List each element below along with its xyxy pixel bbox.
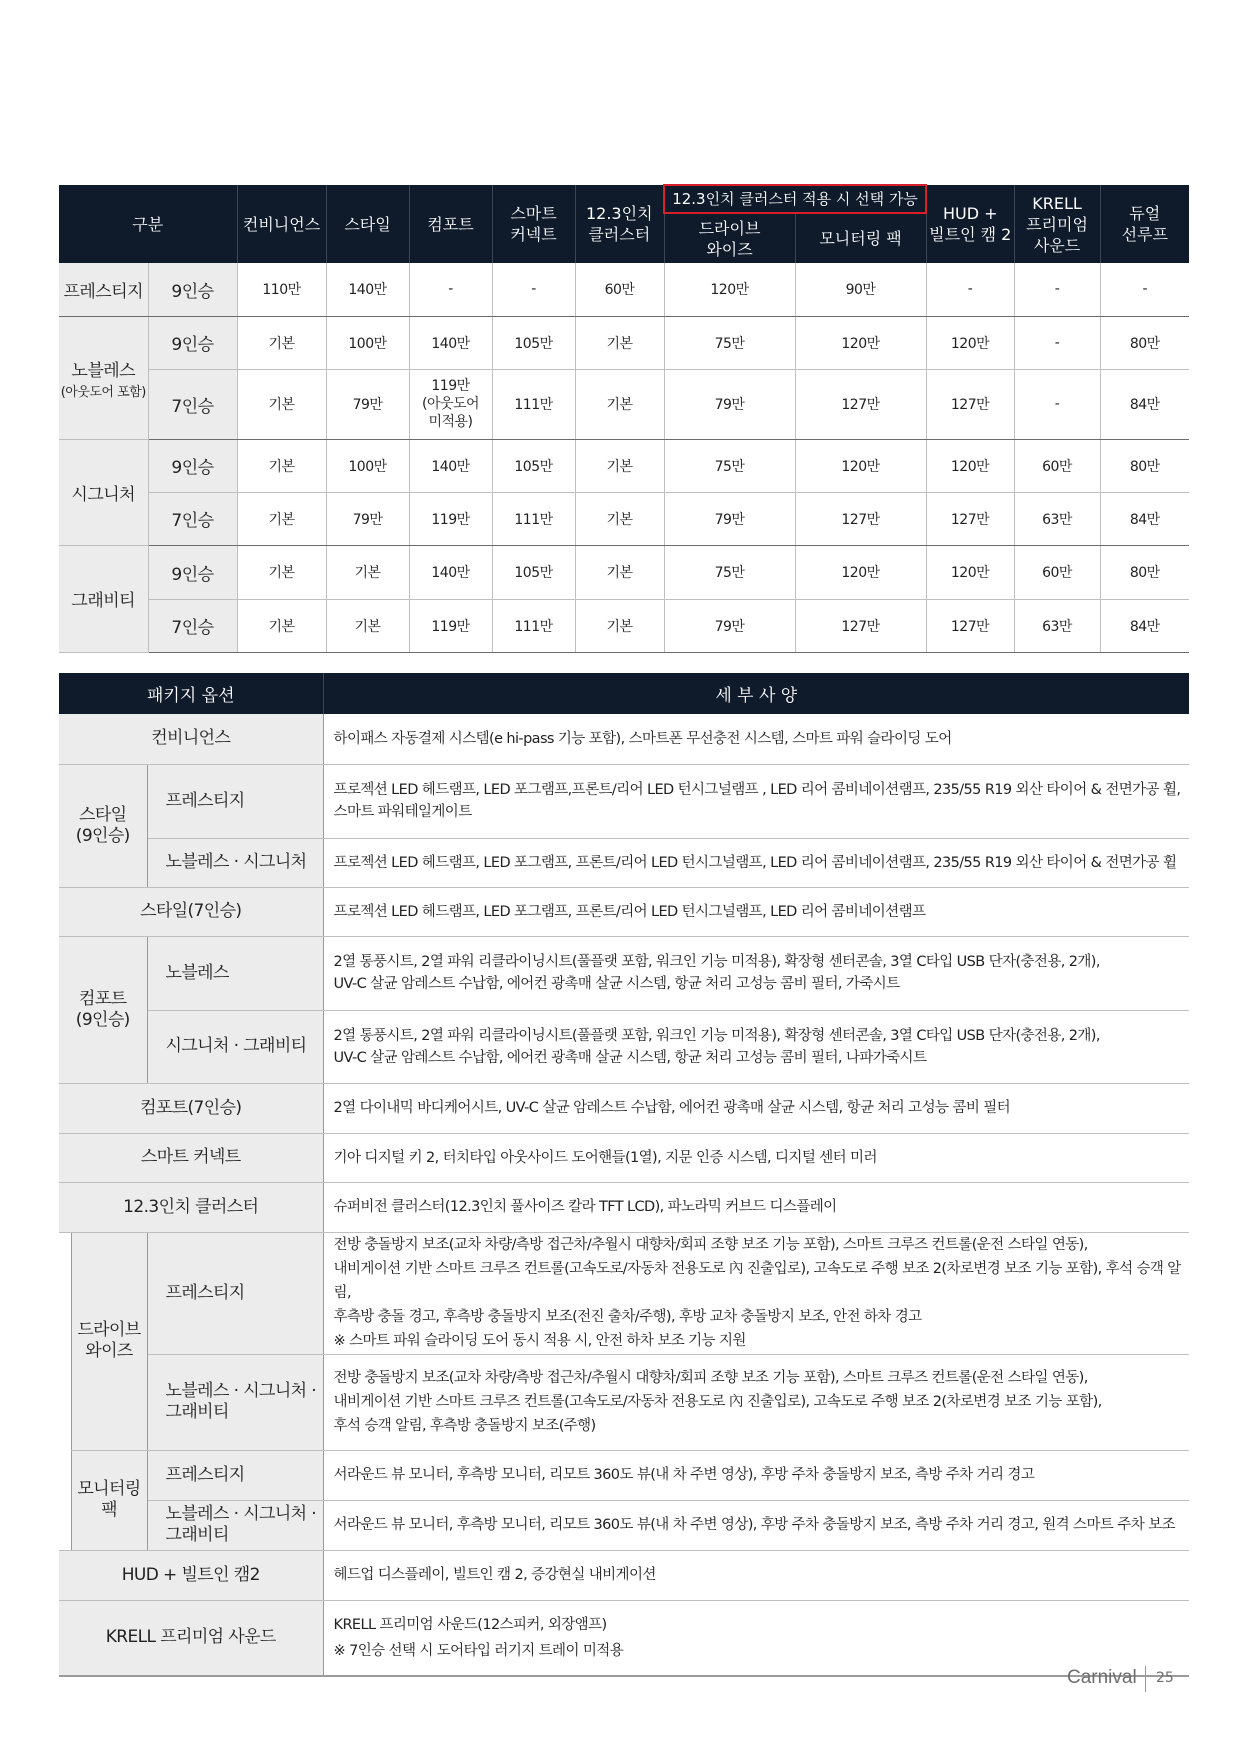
price-cell: 79만	[326, 369, 409, 439]
page-number: 25	[1156, 1670, 1174, 1686]
price-cell: 105만	[492, 316, 575, 369]
pkg-sublabel-nsg: 노블레스 · 시그니처 · 그래비티	[147, 1500, 323, 1550]
seats-label: 9인승	[148, 545, 237, 599]
header-comfort: 컴포트	[409, 185, 492, 263]
header-package-option: 패키지 옵션	[59, 673, 323, 714]
trim-noblesse: 노블레스 (아웃도어 포함)	[59, 316, 148, 439]
header-krell: KRELL 프리미엄 사운드	[1014, 185, 1100, 263]
price-cell: 100만	[326, 316, 409, 369]
pkg-sublabel-noblesse: 노블레스	[147, 936, 323, 1010]
price-cell: 63만	[1014, 599, 1100, 652]
price-cell: 기본	[575, 492, 664, 545]
price-cell: 100만	[326, 439, 409, 492]
price-cell: 127만	[926, 369, 1014, 439]
pkg-label-krell: KRELL 프리미엄 사운드	[59, 1600, 323, 1676]
trim-gravity: 그래비티	[59, 545, 148, 652]
price-cell: 기본	[237, 439, 326, 492]
price-cell: 60만	[1014, 439, 1100, 492]
pkg-desc-monitoring-prestige: 서라운드 뷰 모니터, 후측방 모니터, 리모트 360도 뷰(내 차 주변 영상), 후방 주차 충돌방지 보조, 측방 주차 거리 경고	[323, 1450, 1189, 1500]
price-cell: -	[926, 263, 1014, 316]
pkg-desc-krell: KRELL 프리미엄 사운드(12스피커, 외장앰프) ※ 7인승 선택 시 도어타입 러기지 트레이 미적용	[323, 1600, 1189, 1676]
pkg-sublabel-signature-gravity: 시그니처 · 그래비티	[147, 1010, 323, 1083]
header-cluster: 12.3인치 클러스터	[575, 185, 664, 263]
price-cell: -	[409, 263, 492, 316]
price-cell: 75만	[664, 316, 795, 369]
price-cell: 111만	[492, 492, 575, 545]
price-cell: 140만	[409, 545, 492, 599]
price-cell: -	[492, 263, 575, 316]
header-monitoring: 모니터링 팩	[795, 213, 926, 263]
price-cell: 기본	[575, 316, 664, 369]
pkg-desc-drive-wise-prestige: 전방 충돌방지 보조(교차 차량/측방 접근차/추월시 대향차/회피 조향 보조 기능 포함), 스마트 크루즈 컨트롤(운전 스타일 연동), 내비게이션 기반 스마트 크루즈 컨트롤(고속도로/자동차 전용도로 內 진출입로), 고속도로 주행 보조 2(차로변경 보조 기능 포함), 후석 승객 알림, 후측방 충돌 경고, 후측방 충돌방지 보조(전진 출차/주행), 후방 교차 충돌방지 보조, 안전 하차 경고 ※ 스마트 파워 슬라이딩 도어 동시 적용 시, 안전 하차 보조 기능 지원	[323, 1232, 1189, 1354]
price-cell: 120만	[926, 545, 1014, 599]
seats-label: 7인승	[148, 599, 237, 652]
price-cell: 127만	[926, 492, 1014, 545]
price-cell: 90만	[795, 263, 926, 316]
price-cell: -	[1014, 316, 1100, 369]
pkg-sublabel-prestige: 프레스티지	[147, 1450, 323, 1500]
header-style: 스타일	[326, 185, 409, 263]
price-cell: 60만	[575, 263, 664, 316]
pkg-desc-convenience: 하이패스 자동결제 시스템(e hi-pass 기능 포함), 스마트폰 무선충전 시스템, 스마트 파워 슬라이딩 도어	[323, 714, 1189, 764]
price-cell: 127만	[795, 369, 926, 439]
price-cell: 기본	[575, 599, 664, 652]
group-indent-bar	[59, 1232, 71, 1550]
price-cell: -	[1014, 369, 1100, 439]
footer-divider	[1145, 1666, 1146, 1692]
seats-label: 9인승	[148, 439, 237, 492]
price-cell: 120만	[664, 263, 795, 316]
price-cell: 140만	[326, 263, 409, 316]
price-cell: 63만	[1014, 492, 1100, 545]
pkg-desc-monitoring-nsg: 서라운드 뷰 모니터, 후측방 모니터, 리모트 360도 뷰(내 차 주변 영상), 후방 주차 충돌방지 보조, 측방 주차 거리 경고, 원격 스마트 주차 보조	[323, 1500, 1189, 1550]
pkg-sublabel-noblesse-signature: 노블레스 · 시그니처	[147, 838, 323, 887]
header-drive-wise: 드라이브 와이즈	[664, 213, 795, 263]
header-hud: HUD + 빌트인 캠 2	[926, 185, 1014, 263]
price-cell: 120만	[795, 439, 926, 492]
price-cell: 80만	[1100, 439, 1189, 492]
pkg-desc-cluster: 슈퍼비전 클러스터(12.3인치 풀사이즈 칼라 TFT LCD), 파노라믹 커브드 디스플레이	[323, 1182, 1189, 1232]
price-cell: 140만	[409, 439, 492, 492]
price-cell: 기본	[237, 545, 326, 599]
pkg-label-convenience: 컨비니언스	[59, 714, 323, 764]
price-cell: 60만	[1014, 545, 1100, 599]
seats-label: 9인승	[148, 263, 237, 316]
pkg-label-comfort9: 컴포트 (9인승)	[59, 936, 147, 1083]
price-cell: 127만	[926, 599, 1014, 652]
price-cell: 84만	[1100, 369, 1189, 439]
pkg-desc-drive-wise-nsg: 전방 충돌방지 보조(교차 차량/측방 접근차/추월시 대향차/회피 조향 보조 기능 포함), 스마트 크루즈 컨트롤(운전 스타일 연동), 내비게이션 기반 스마트 크루즈 컨트롤(고속도로/자동차 전용도로 內 진출입로), 고속도로 주행 보조 2(차로변경 보조 기능 포함), 후석 승객 알림, 후측방 충돌방지 보조(주행)	[323, 1354, 1189, 1450]
header-convenience: 컨비니언스	[237, 185, 326, 263]
price-cell: 120만	[926, 439, 1014, 492]
pkg-sublabel-prestige: 프레스티지	[147, 1232, 323, 1354]
price-cell: 111만	[492, 369, 575, 439]
price-cell: 기본	[237, 599, 326, 652]
trim-prestige: 프레스티지	[59, 263, 148, 316]
price-cell: 110만	[237, 263, 326, 316]
pkg-label-comfort7: 컴포트(7인승)	[59, 1083, 323, 1133]
pkg-sublabel-prestige: 프레스티지	[147, 764, 323, 838]
price-cell: 80만	[1100, 545, 1189, 599]
price-cell: 79만	[326, 492, 409, 545]
price-cell: 기본	[575, 545, 664, 599]
seats-label: 7인승	[148, 369, 237, 439]
price-cell: 119만	[409, 492, 492, 545]
price-cell: 127만	[795, 492, 926, 545]
price-cell: 75만	[664, 545, 795, 599]
pkg-label-monitoring: 모니터링 팩	[71, 1450, 147, 1550]
pkg-label-style9: 스타일 (9인승)	[59, 764, 147, 887]
seats-label: 7인승	[148, 492, 237, 545]
header-spec: 세 부 사 양	[323, 673, 1189, 714]
price-cell: 기본	[326, 545, 409, 599]
price-cell: 111만	[492, 599, 575, 652]
price-cell: 105만	[492, 545, 575, 599]
price-cell: 75만	[664, 439, 795, 492]
pkg-desc-comfort7: 2열 다이내믹 바디케어시트, UV-C 살균 암레스트 수납함, 에어컨 광촉매 살균 시스템, 항균 처리 고성능 콤비 필터	[323, 1083, 1189, 1133]
price-cell: 기본	[237, 492, 326, 545]
trim-signature: 시그니처	[59, 439, 148, 545]
pkg-desc-style9-prestige: 프로젝션 LED 헤드램프, LED 포그램프,프론트/리어 LED 턴시그널램프 , LED 리어 콤비네이션램프, 235/55 R19 외산 타이어 & 전면가공 휠, 스마트 파워테일게이트	[323, 764, 1189, 838]
price-cell: 84만	[1100, 492, 1189, 545]
price-cell: 105만	[492, 439, 575, 492]
header-cluster-note: 12.3인치 클러스터 적용 시 선택 가능	[664, 185, 926, 213]
pkg-desc-style7: 프로젝션 LED 헤드램프, LED 포그램프, 프론트/리어 LED 턴시그널램프, LED 리어 콤비네이션램프	[323, 887, 1189, 936]
price-cell: 기본	[237, 316, 326, 369]
price-cell: 79만	[664, 599, 795, 652]
header-sunroof: 듀얼 선루프	[1100, 185, 1189, 263]
pkg-label-drive-wise: 드라이브 와이즈	[71, 1232, 147, 1450]
pkg-desc-comfort9-sg: 2열 통풍시트, 2열 파워 리클라이닝시트(풀플랫 포함, 워크인 기능 미적용), 확장형 센터콘솔, 3열 C타입 USB 단자(충전용, 2개), UV-C 살균 암레스트 수납함, 에어컨 광촉매 살균 시스템, 항균 처리 고성능 콤비 필터, 나파가죽시트	[323, 1010, 1189, 1083]
price-cell: 120만	[795, 545, 926, 599]
pkg-label-style7: 스타일(7인승)	[59, 887, 323, 936]
pkg-desc-style9-ns: 프로젝션 LED 헤드램프, LED 포그램프, 프론트/리어 LED 턴시그널램프, LED 리어 콤비네이션램프, 235/55 R19 외산 타이어 & 전면가공 휠	[323, 838, 1189, 887]
pkg-label-cluster: 12.3인치 클러스터	[59, 1182, 323, 1232]
price-cell: 기본	[326, 599, 409, 652]
price-cell: 79만	[664, 492, 795, 545]
price-cell: 기본	[237, 369, 326, 439]
pkg-sublabel-nsg: 노블레스 · 시그니처 · 그래비티	[147, 1354, 323, 1450]
header-smart-connect: 스마트 커넥트	[492, 185, 575, 263]
price-cell: 84만	[1100, 599, 1189, 652]
option-price-table	[59, 184, 1189, 653]
seats-label: 9인승	[148, 316, 237, 369]
pkg-desc-hud: 헤드업 디스플레이, 빌트인 캠 2, 증강현실 내비게이션	[323, 1550, 1189, 1600]
price-cell: 기본	[575, 369, 664, 439]
price-cell: -	[1014, 263, 1100, 316]
price-cell: 기본	[575, 439, 664, 492]
price-cell: 127만	[795, 599, 926, 652]
pkg-desc-comfort9-noblesse: 2열 통풍시트, 2열 파워 리클라이닝시트(풀플랫 포함, 워크인 기능 미적용), 확장형 센터콘솔, 3열 C타입 USB 단자(충전용, 2개), UV-C 살균 암레스트 수납함, 에어컨 광촉매 살균 시스템, 항균 처리 고성능 콤비 필터, 가죽시트	[323, 936, 1189, 1010]
price-cell: 120만	[795, 316, 926, 369]
package-spec-table	[59, 673, 1189, 1677]
pkg-desc-smart-connect: 기아 디지털 키 2, 터치타입 아웃사이드 도어핸들(1열), 지문 인증 시스템, 디지털 센터 미러	[323, 1133, 1189, 1182]
price-cell: 119만 (아웃도어 미적용)	[409, 369, 492, 439]
price-cell: 80만	[1100, 316, 1189, 369]
pkg-label-hud: HUD + 빌트인 캠2	[59, 1550, 323, 1600]
price-cell: 140만	[409, 316, 492, 369]
price-cell: 79만	[664, 369, 795, 439]
price-cell: 120만	[926, 316, 1014, 369]
brand-name: Carnival	[1067, 1667, 1137, 1688]
pkg-label-smart-connect: 스마트 커넥트	[59, 1133, 323, 1182]
price-cell: 119만	[409, 599, 492, 652]
price-cell: -	[1100, 263, 1189, 316]
header-category: 구분	[59, 185, 237, 263]
